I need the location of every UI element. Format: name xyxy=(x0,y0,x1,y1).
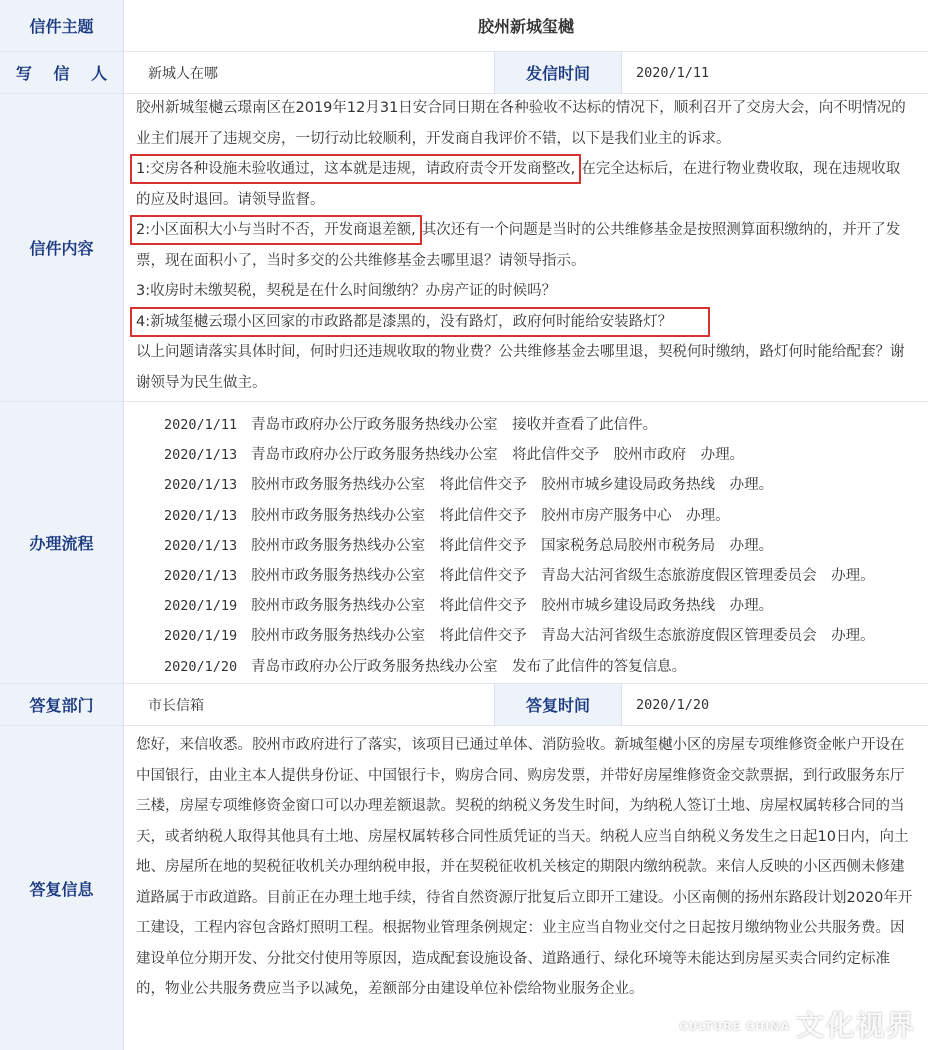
reply-dept-label: 答复部门 xyxy=(0,684,124,725)
reply-dept-value: 市长信箱 xyxy=(148,697,204,714)
content-item-4 xyxy=(136,307,914,338)
content-label: 信件内容 xyxy=(0,94,124,401)
process-label: 办理流程 xyxy=(0,402,124,683)
subject-label: 信件主题 xyxy=(0,0,124,51)
subject-value: 胶州新城玺樾 xyxy=(477,17,574,36)
process-item: 2020/1/19 胶州市政务服务热线办公室 将此信件交予 青岛大沽河省级生态旅游度假区管理委员会 办理。 xyxy=(164,628,875,645)
author-row xyxy=(0,52,928,94)
content-row xyxy=(0,94,928,402)
process-item: 2020/1/13 青岛市政府办公厅政务服务热线办公室 将此信件交予 胶州市政府 办理。 xyxy=(164,447,745,464)
reply-time-value: 2020/1/20 xyxy=(636,696,710,713)
author-value: 新城人在哪 xyxy=(148,65,218,82)
process-item: 2020/1/13 胶州市政务服务热线办公室 将此信件交予 胶州市房产服务中心 办理。 xyxy=(164,507,730,524)
process-list xyxy=(164,410,922,682)
content-intro: 胶州新城玺樾云璟南区在2019年12月31日安合同日期在各种验收不达标的情况下，顺利召开了交房大会，向不明情况的业主们展开了违规交房，一切行动比较顺利，开发商自我评价不错，以下是我们业主的诉求。 xyxy=(136,100,906,147)
content-item-1: 1:交房各种设施未验收通过，这本就是违规，请政府责令开发商整改, 在完全达标后，在进行物业费收取，现在违规收取的应及时退回。请领导监督。 xyxy=(136,154,914,215)
reply-row xyxy=(0,726,928,1050)
reply-body: 您好，来信收悉。胶州市政府进行了落实，该项目已通过单体、消防验收。新城玺樾小区的房屋专项维修资金帐户开设在中国银行，由业主本人提供身份证、中国银行卡，购房合同、购房发票，并带好房屋维修资金交款票据，到行政服务东厅三楼，房屋专项维修资金窗口可以办理差额退款。契税的纳税义务发生时间，为纳税人签订土地、房屋权属转移合同的当天，或者纳税人取得其他具有土地、房屋权属转移合同性质凭证的当天。纳税人应当自纳税义务发生之日起10日内，向土地、房屋所在地的契税征收机关办理纳税申报，并在契税征收机关核定的期限内缴纳税款。来信人反映的小区西侧未修建道路属于市政道路。目前正在办理土地手续，待省自然资源厅批复后立即开工建设。小区南侧的扬州东路段计划2020年开工建设，工程内容包含路灯照明工程。根据物业管理条例规定：业主应当自物业交付之日起按月缴纳物业公共服务费。因建设单位分期开发、分批交付使用等原因，造成配套设施设备、道路通行、绿化环境等未能达到房屋买卖合同约定标准的，物业公共服务费应当予以减免，差额部分由建设单位补偿给物业服务企业。 xyxy=(136,737,913,997)
reply-dept-row xyxy=(0,684,928,726)
process-item: 2020/1/11 青岛市政府办公厅政务服务热线办公室 接收并查看了此信件。 xyxy=(164,417,658,433)
content-item-3: 3:收房时未缴契税，契税是在什么时间缴纳？办房产证的时候吗？ xyxy=(136,283,557,299)
send-time-value: 2020/1/11 xyxy=(636,64,710,81)
process-row xyxy=(0,402,928,684)
highlight-box-1: 1:交房各种设施未验收通过，这本就是违规，请政府责令开发商整改, xyxy=(130,154,581,184)
content-body xyxy=(136,93,914,398)
process-item: 2020/1/13 胶州市政务服务热线办公室 将此信件交予 国家税务总局胶州市税务局 办理。 xyxy=(164,537,774,554)
highlight-box-4: 4:新城玺樾云璟小区回家的市政路都是漆黑的，没有路灯，政府何时能给安装路灯？ xyxy=(130,307,710,337)
process-item: 2020/1/19 胶州市政务服务热线办公室 将此信件交予 胶州市城乡建设局政务热线 办理。 xyxy=(164,598,774,615)
highlight-box-2: 2:小区面积大小与当时不否，开发商退差额, xyxy=(130,215,422,245)
content-item-2: 2:小区面积大小与当时不否，开发商退差额, 其次还有一个问题是当时的公共维修基金是按照测算面积缴纳的，并开了发票，现在面积小了，当时多交的公共维修基金去哪里退？请领导指示。 xyxy=(136,215,914,276)
process-item: 2020/1/13 胶州市政务服务热线办公室 将此信件交予 青岛大沽河省级生态旅游度假区管理委员会 办理。 xyxy=(164,567,875,584)
send-time-label: 发信时间 xyxy=(494,52,622,93)
watermark-logo: CULTURE CHINA 文化视界 xyxy=(679,1009,916,1042)
author-label: 写 信 人 xyxy=(0,52,124,93)
reply-label: 答复信息 xyxy=(0,726,124,1050)
content-closing: 以上问题请落实具体时间，何时归还违规收取的物业费？公共维修基金去哪里退，契税何时缴纳，路灯何时能给配套？谢谢领导为民生做主。 xyxy=(136,344,905,391)
subject-row xyxy=(0,0,928,52)
process-item: 2020/1/20 青岛市政府办公厅政务服务热线办公室 发布了此信件的答复信息。 xyxy=(164,658,687,675)
reply-time-label: 答复时间 xyxy=(494,684,622,725)
process-item: 2020/1/13 胶州市政务服务热线办公室 将此信件交予 胶州市城乡建设局政务热线 办理。 xyxy=(164,477,774,494)
